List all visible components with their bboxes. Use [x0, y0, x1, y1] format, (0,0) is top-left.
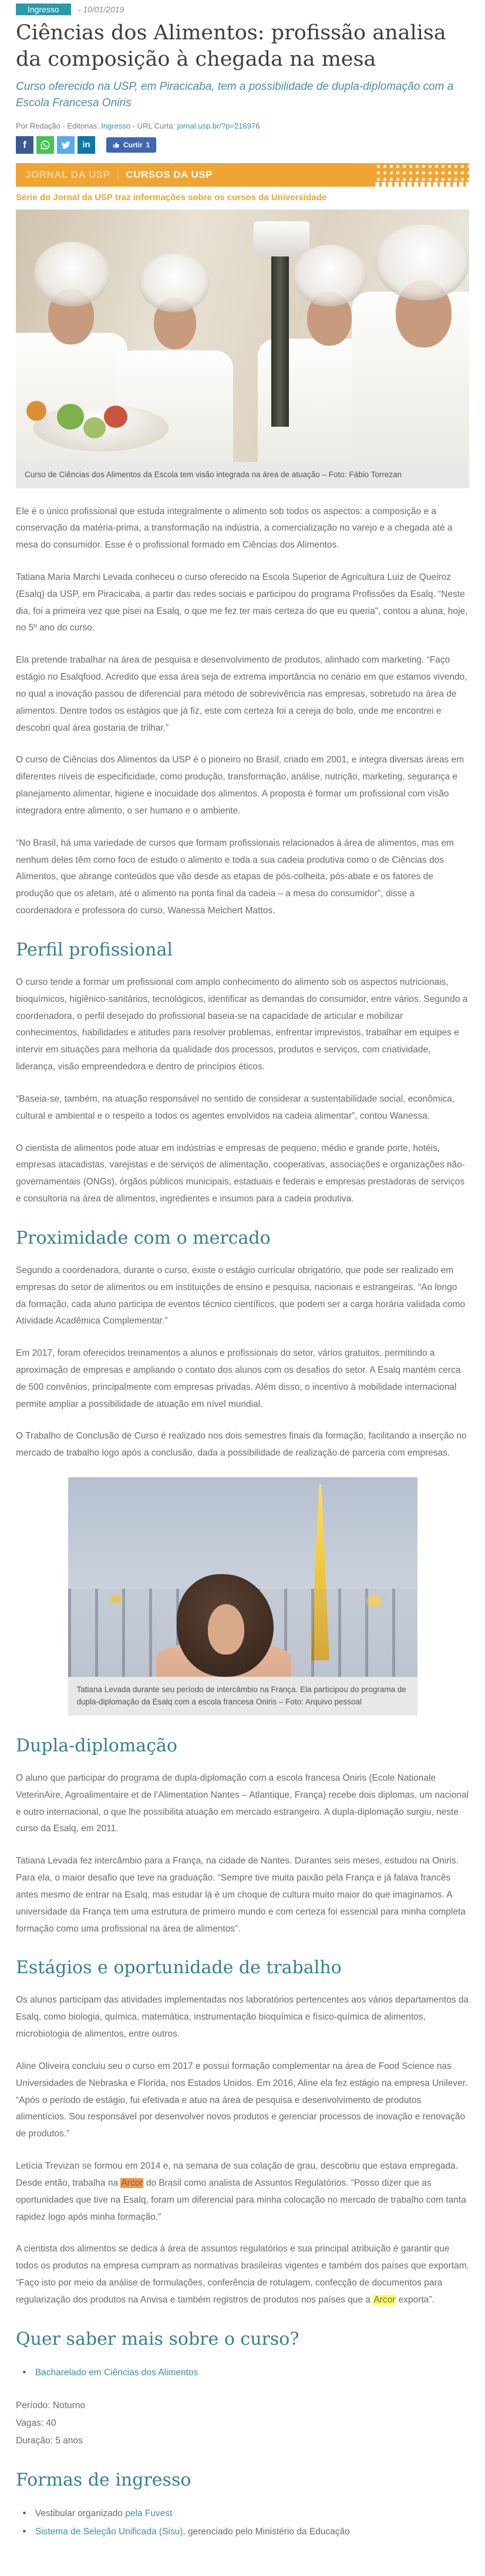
photo-student-hairnet — [293, 245, 366, 306]
section-heading-estagios: Estágios e oportunidade de trabalho — [16, 1957, 342, 1979]
banner-jornal-label: JORNAL DA USP — [25, 168, 110, 180]
photo-city-light — [367, 1596, 382, 1606]
course-links-list — [16, 2364, 469, 2382]
sisu-link[interactable]: Sistema de Seleção Unificada (Sisu) — [35, 2527, 183, 2537]
paragraph: O aluno que participar do programa de dupla-diplomação com a escola francesa Oniris (Ecole Nationale VeterinAire, Agroalimentaire et de l’Alimentation Nantes – Atlantique, França) recebe dois diplomas, um nacional e outro internacional, o que lhe possibilita atuação em mercado estrangeiro. A dupla-diplomação surgiu, neste curso da Esalq, em 2011. — [16, 1773, 469, 1834]
photo-city-light — [109, 1595, 122, 1603]
photo-student-hairnet — [139, 254, 210, 312]
photo-equipment-head — [254, 221, 309, 256]
lab-photo — [16, 210, 469, 462]
paragraph: Em 2017, foram oferecidos treinamentos a alunos e profissionais do setor, vários gratuitos, permitindo a aproximação de empresas e ampliando o contato dos alunos com os desafios do setor. A Esalq mantém cerca de 500 convênios, principalmente com empresas privadas. Além disso, o incentivo à mobilidade internacional permite ampliar a possibilidade de atuação em nível mundial. — [16, 1348, 461, 1409]
photo1-caption: Curso de Ciências dos Alimentos da Escola tem visão integrada na área de atuação – Foto: Fábio Torrezan — [16, 462, 469, 488]
photo-orange-fruit — [26, 401, 46, 421]
list-item — [23, 2364, 469, 2382]
whatsapp-share-button[interactable] — [36, 136, 54, 154]
section-heading-ingresso: Formas de ingresso — [16, 2470, 191, 2491]
like-count: 1 — [146, 140, 150, 149]
page-title: Ciências dos Alimentos: profissão analisa da composição à chegada na mesa — [16, 21, 446, 71]
ingresso-list — [16, 2504, 469, 2541]
banner-separator — [117, 169, 118, 181]
photo-green-apple — [57, 404, 84, 430]
facebook-like-button[interactable] — [106, 137, 156, 153]
banner-cursos-label: CURSOS DA USP — [126, 168, 213, 180]
photo-guava — [83, 417, 106, 438]
course-duration: Duração: 5 anos — [16, 2436, 83, 2446]
highlight-arcor-orange: Arcor — [121, 2177, 143, 2188]
paragraph: Tatiana Levada fez intercâmbio para a França, na cidade de Nantes. Durantes seis meses, estudou na Oniris. Para ela, o maior desafio que teve na graduação. “Sempre tive muita paixão pela França e já falava francês antes mesmo de entrar na Esalq, mas estudar lá é um choque de cultura muito maior do que imaginamos. A universidade da França tem uma estrutura de primeiro mundo e com certeza foi essencial para minha completa formação como uma profissional na área de alimentos”. — [16, 1856, 466, 1934]
paragraph-text: A cientista dos alimentos se dedica à área de assuntos regulatórios e sua principal atribuição é garantir que todos os produtos na empresa cumpram as normativas brasileiras vigentes e também dos países que exportam. “Faço isto por meio da análise de formulações, conferência de rotulagem, confecção de documentos para regularização dos produtos na Anvisa e também registros de produtos nos países que a — [16, 2244, 469, 2305]
france-photo — [68, 1477, 417, 1677]
paragraph: Segundo a coordenadora, durante o curso, existe o estágio curricular obrigatório, que pode ser realizado em empresas do setor de alimentos ou em instituições de ensino e pesquisa, nacionais e estrangeiras. “Ao longo da formação, cada aluno participa de eventos técnico científicos, que podem ser a carga horária validada como Atividade Acadêmica Complementar.” — [16, 1265, 466, 1326]
paragraph-text: Letícia Trevizan se formou em 2014 e, na semana de sua colação de grau, descobriu que estava empregada. Desde então, trabalha na — [16, 2161, 459, 2188]
list-item — [23, 2504, 469, 2523]
paragraph — [16, 2241, 469, 2308]
social-share-row — [16, 136, 469, 154]
byline-prefix: Por Redação - Editorias: — [16, 121, 102, 130]
list-item-text: , gerenciado pelo Ministério da Educação — [183, 2527, 350, 2537]
byline-mid: - URL Curta: — [130, 121, 177, 130]
paragraph: O curso tende a formar um profissional com amplo conhecimento do alimento sob os aspectos nutricionais, bioquímicos, higiênico-sanitários, tecnológicos, identificar as demandas do consumidor, entre vários. Segundo a coordenadora, o perfil desejado do profissional baseia-se na capacidade de articular e mobilizar conhecimentos, habilidades e atitudes para resolver problemas, enfrentar imprevistos, trabalhar em equipes e intervir em situações para melhoria da qualidade dos processos, produtos e serviços, com criatividade, liderança, visão empreendedora e dentro de princípios éticos. — [16, 977, 468, 1072]
photo2-caption: Tatiana Levada durante seu período de intercâmbio na França. Ela participou do programa de dupla-diplomação da Esalq com a escola francesa Oniris – Foto: Arquivo pessoal — [68, 1677, 417, 1716]
like-label: Curtir — [123, 140, 143, 149]
series-note: Série do Jornal da USP traz informações sobre os cursos da Universidade — [16, 192, 327, 202]
article-header — [0, 0, 485, 154]
category-badge[interactable]: Ingresso — [16, 4, 71, 15]
fuvest-link[interactable]: pela Fuvest — [125, 2509, 173, 2519]
banner-dot-pattern — [375, 163, 469, 182]
paragraph: Aline Oliveira concluiu seu o curso em 2017 e possui formação complementar na área de Food Science nas Universidades de Nebraska e Florida, nos Estados Unidos. Em 2016, Aline ela fez estágio na empresa Unilever. “Após o período de estágio, fui efetivada e atuo na área de pesquisa e desenvolvimento de produtos alimentícios. Sou responsável por desenvolver novos produtos e gerenciar processos de inovação e renovação de produtos.” — [16, 2061, 468, 2139]
paragraph-text: do Brasil como analista de Assuntos Regulatórios. “Posso dizer que as oportunidades que tive na Esalq, foram um diferencial para minha colocação no mercado de trabalho com tanta rapidez logo após minha formação.” — [16, 2177, 466, 2222]
byline — [16, 121, 469, 130]
course-vacancies: Vagas: 40 — [16, 2418, 56, 2428]
short-url-link[interactable]: jornal.usp.br/?p=216976 — [177, 121, 260, 130]
list-item — [23, 2523, 469, 2541]
photo-red-apple — [104, 406, 127, 428]
paragraph: “Baseia-se, também, na atuação responsável no sentido de considerar a sustentabilidade social, econômica, cultural e ambiental e o respeito a todos os agentes envolvidos na cadeia alimentar”, contou Wanessa. — [16, 1093, 455, 1121]
paragraph: Os alunos participam das atividades implementadas nos laboratórios pertencentes aos vários departamentos da Esalq, como biologia, química, matemática, instrumentação bioquímica e físico-química de alimentos, microbiologia de alimentos, entre outros. — [16, 1995, 469, 2040]
bacharelado-link[interactable]: Bacharelado em Ciências dos Alimentos — [35, 2367, 198, 2378]
facebook-share-button[interactable]: f — [16, 136, 33, 154]
linkedin-share-button[interactable]: in — [78, 136, 95, 154]
paragraph-text: exporta”. — [396, 2294, 435, 2305]
highlight-arcor-yellow: Arcor — [373, 2294, 396, 2305]
france-photo-figure — [68, 1477, 417, 1716]
section-heading-mercado: Proximidade com o mercado — [16, 1227, 271, 1248]
page-bottom-spacer — [16, 2556, 469, 2576]
paragraph: Ele é o único profissional que estuda integralmente o alimento sob todos os aspectos: a composição e a conservação da matéria-prima, a transformação na indústria, a comercialização no varejo e a chegada até a mesa do consumidor. Esse é o profissional formado em Ciências dos Alimentos. — [16, 506, 453, 551]
paragraph: O cientista de alimentos pode atuar em indústrias e empresas de pequeno, médio e grande porte, hotéis, empresas atacadistas, varejistas e de serviços de alimentação, cooperativas, associações e organizações não-governamentais (ONGs), órgãos públicos municipais, estaduais e federais e empresas prestadoras de serviços e consultoria na área de alimentos, ingredientes e insumos para a cadeia produtiva. — [16, 1143, 466, 1204]
publish-date: - 10/01/2019 — [78, 5, 124, 14]
twitter-share-button[interactable] — [57, 136, 75, 154]
thumbs-up-icon — [113, 141, 120, 148]
photo-tatiana-face-front — [208, 1604, 244, 1655]
paragraph: Tatiana Maria Marchi Levada conheceu o curso oferecido na Escola Superior de Agricultura Luiz de Queiroz (Esalq) da USP, em Piracicaba, a partir das redes sociais e participou do programa Profissões da Esalq. “Neste dia, foi a primeira vez que pisei na Esalq, o que me fez ter mais certeza do que eu queria”, contou a aluna, hoje, no 5º ano do curso. — [16, 572, 468, 633]
paragraph — [16, 2158, 469, 2226]
badge-row — [16, 0, 469, 15]
byline-editorial-link[interactable]: Ingresso — [101, 121, 131, 130]
paragraph: O curso de Ciências dos Alimentos da USP é o pioneiro no Brasil, criado em 2001, e integra diversas áreas em diferentes níveis de especificidade, como produção, transformação, análise, nutrição, marketing, segurança e planejamento alimentar, higiene e inocuidade dos alimentos. A proposta é formar um profissional com visão integradora entre alimento, o ser humano e o ambiente. — [16, 755, 464, 816]
photo-equipment-column — [271, 245, 289, 427]
twitter-bird-icon — [60, 140, 71, 150]
article-subtitle: Curso oferecido na USP, em Piracicaba, tem a possibilidade de dupla-diplomação com a Escola Francesa Oniris — [16, 80, 454, 110]
section-heading-saber-mais: Quer saber mais sobre o curso? — [16, 2328, 299, 2349]
section-heading-perfil: Perfil profissional — [16, 939, 173, 960]
course-period: Período: Noturno — [16, 2400, 86, 2410]
course-info-block — [16, 2397, 469, 2450]
cursos-da-usp-banner — [16, 163, 469, 187]
whatsapp-icon — [40, 140, 50, 150]
lab-photo-figure — [16, 210, 469, 488]
paragraph: “No Brasil, há uma variedade de cursos que formam profissionais relacionados à área de alimentos, mas em nenhum deles têm como foco de estudo o alimento e toda a sua cadeia produtiva como o de Ciências dos Alimentos, que abrange conteúdos que vão desde as etapas de pós-colheita, pós-abate e os fatores de produção que os afetam, até o alimento na ponta final da cadeia – a mesa do consumidor”, disse a coordenadora e professora do curso, Wanessa Melchert Mattos. — [16, 838, 454, 916]
photo-student-hairnet — [33, 242, 110, 306]
photo-student-hairnet — [375, 224, 469, 301]
paragraph: O Trabalho de Conclusão de Curso é realizado nos dois semestres finais da formação, facilitando a inserção no mercado de trabalho logo após a conclusão, dada a possibilidade de realização de parceria com empresas. — [16, 1431, 467, 1459]
banner-square-pattern — [375, 182, 469, 187]
list-item-text: Vestibular organizado — [35, 2509, 126, 2519]
paragraph: Ela pretende trabalhar na área de pesquisa e desenvolvimento de produtos, alinhado com marketing. “Faço estágio no Esalqfood. Acredito que essa área seja de extrema importância no cenário em que estamos vivendo, no qual a inovação passou de diferencial para método de sobrevivência nas empresas, sobretudo na área de alimentos. Dentre todos os estágios que já fiz, este com certeza foi a cereja do bolo, onde me encontrei e descobri qual área gostaria de trilhar.” — [16, 655, 467, 733]
article-body-column — [0, 163, 485, 2576]
section-heading-dupla: Dupla-diplomação — [16, 1735, 177, 1756]
article-text — [16, 488, 469, 2576]
